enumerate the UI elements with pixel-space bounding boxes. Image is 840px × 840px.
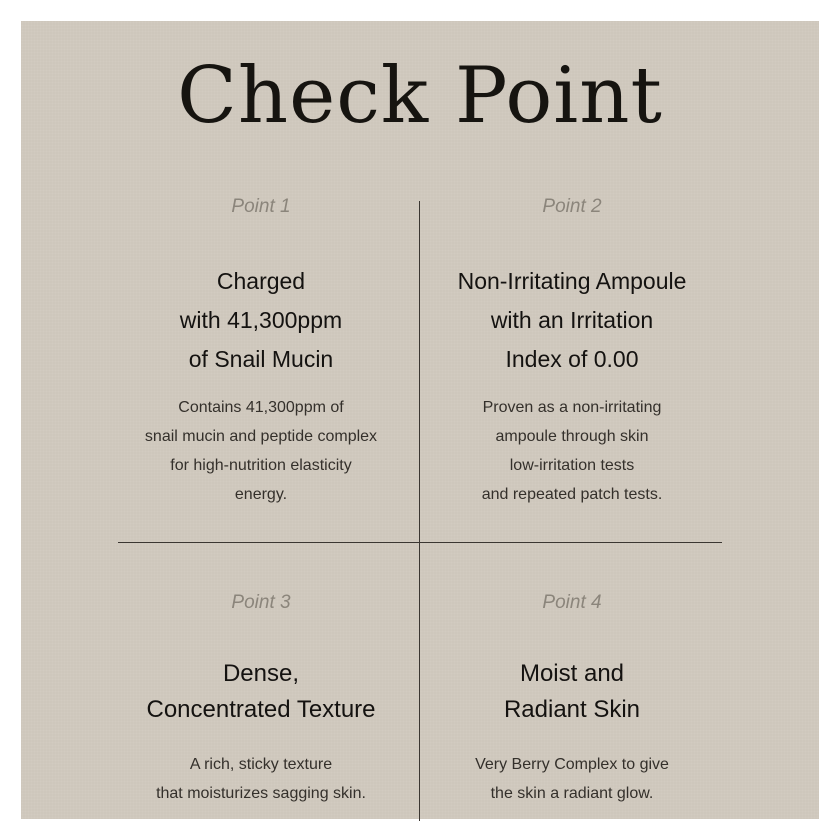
heading-line: Charged: [216, 268, 306, 294]
point-4-card: [422, 593, 722, 808]
heading-line: Moist and: [519, 660, 625, 687]
heading-line: with 41,300ppm: [179, 307, 343, 333]
point-3-heading: [111, 656, 411, 728]
point-2-description: [422, 393, 722, 509]
description-line: the skin a radiant glow.: [490, 785, 654, 802]
description-line: Proven as a non-irritating: [482, 399, 662, 416]
point-3-label: Point 3: [231, 592, 291, 613]
heading-line: of Snail Mucin: [188, 346, 334, 372]
horizontal-divider: [118, 542, 722, 543]
heading-line: with an Irritation: [490, 307, 654, 333]
description-line: low-irritation tests: [509, 457, 635, 474]
point-2-heading: [422, 262, 722, 379]
point-2-card: [422, 197, 722, 509]
point-1-heading: [111, 262, 411, 379]
point-4-description: [422, 750, 722, 808]
description-line: and repeated patch tests.: [481, 486, 663, 503]
description-line: ampoule through skin: [495, 428, 649, 445]
point-1-card: [111, 197, 411, 509]
point-4-label: Point 4: [542, 592, 602, 613]
heading-line: Non-Irritating Ampoule: [457, 268, 687, 294]
description-line: energy.: [234, 486, 288, 503]
description-line: Very Berry Complex to give: [475, 756, 669, 773]
check-point-panel: [21, 21, 819, 819]
point-4-heading: [422, 656, 722, 728]
vertical-divider: [419, 201, 420, 821]
description-line: that moisturizes sagging skin.: [156, 785, 366, 802]
heading-line: Concentrated Texture: [146, 696, 376, 723]
page-title: Check Point: [177, 51, 663, 141]
point-3-card: [111, 593, 411, 808]
point-3-description: [111, 750, 411, 808]
description-line: snail mucin and peptide complex: [144, 428, 378, 445]
description-line: for high-nutrition elasticity: [170, 457, 352, 474]
heading-line: Index of 0.00: [505, 346, 639, 372]
point-1-label: Point 1: [231, 196, 291, 217]
heading-line: Dense,: [222, 660, 300, 687]
point-2-label: Point 2: [542, 196, 602, 217]
heading-line: Radiant Skin: [503, 696, 641, 723]
point-1-description: [111, 393, 411, 509]
description-line: A rich, sticky texture: [189, 756, 333, 773]
description-line: Contains 41,300ppm of: [178, 399, 344, 416]
